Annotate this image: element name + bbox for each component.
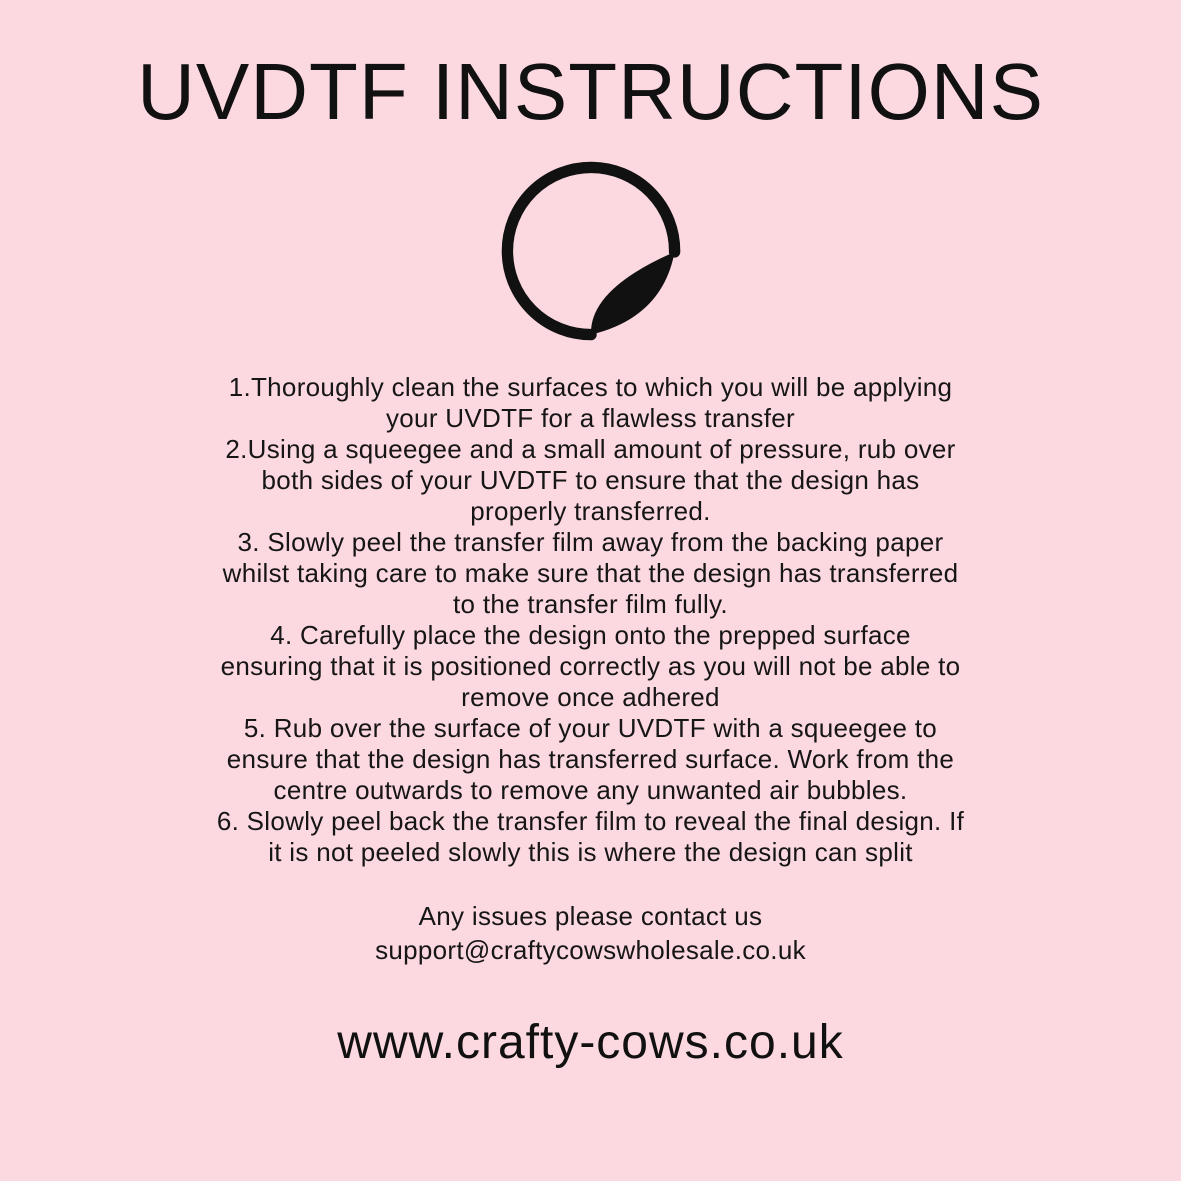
instruction-line: 3. Slowly peel the transfer film away from the backing paper — [237, 527, 944, 557]
instruction-line: both sides of your UVDTF to ensure that the design has — [261, 465, 920, 495]
instruction-line: 6. Slowly peel back the transfer film to reveal the final design. If — [216, 806, 965, 836]
instruction-line: to the transfer film fully. — [453, 589, 728, 619]
instruction-line: whilst taking care to make sure that the design has transferred — [222, 558, 959, 588]
instruction-line: 2.Using a squeegee and a small amount of pressure, rub over — [225, 434, 956, 464]
instruction-line: ensure that the design has transferred surface. Work from the — [226, 744, 955, 774]
instruction-line: 4. Carefully place the design onto the prepped surface — [270, 620, 911, 650]
sticker-peel-icon — [496, 156, 686, 346]
page-title: UVDTF INSTRUCTIONS — [137, 47, 1044, 136]
website-url: www.crafty-cows.co.uk — [337, 1016, 844, 1069]
instruction-line: ensuring that it is positioned correctly as you will not be able to — [220, 651, 961, 681]
instruction-line: it is not peeled slowly this is where the design can split — [268, 837, 913, 867]
instruction-line: properly transferred. — [470, 496, 711, 526]
contact-email: support@craftycowswholesale.co.uk — [375, 935, 806, 965]
instruction-line: remove once adhered — [461, 682, 720, 712]
instruction-line: 5. Rub over the surface of your UVDTF with a squeegee to — [243, 713, 938, 743]
instructions-list — [111, 372, 1071, 868]
contact-block — [0, 899, 1181, 967]
instruction-line: your UVDTF for a flawless transfer — [386, 403, 795, 433]
contact-note: Any issues please contact us — [418, 901, 763, 931]
instruction-line: 1.Thoroughly clean the surfaces to which you will be applying — [228, 372, 953, 402]
instruction-line: centre outwards to remove any unwanted air bubbles. — [273, 775, 908, 805]
